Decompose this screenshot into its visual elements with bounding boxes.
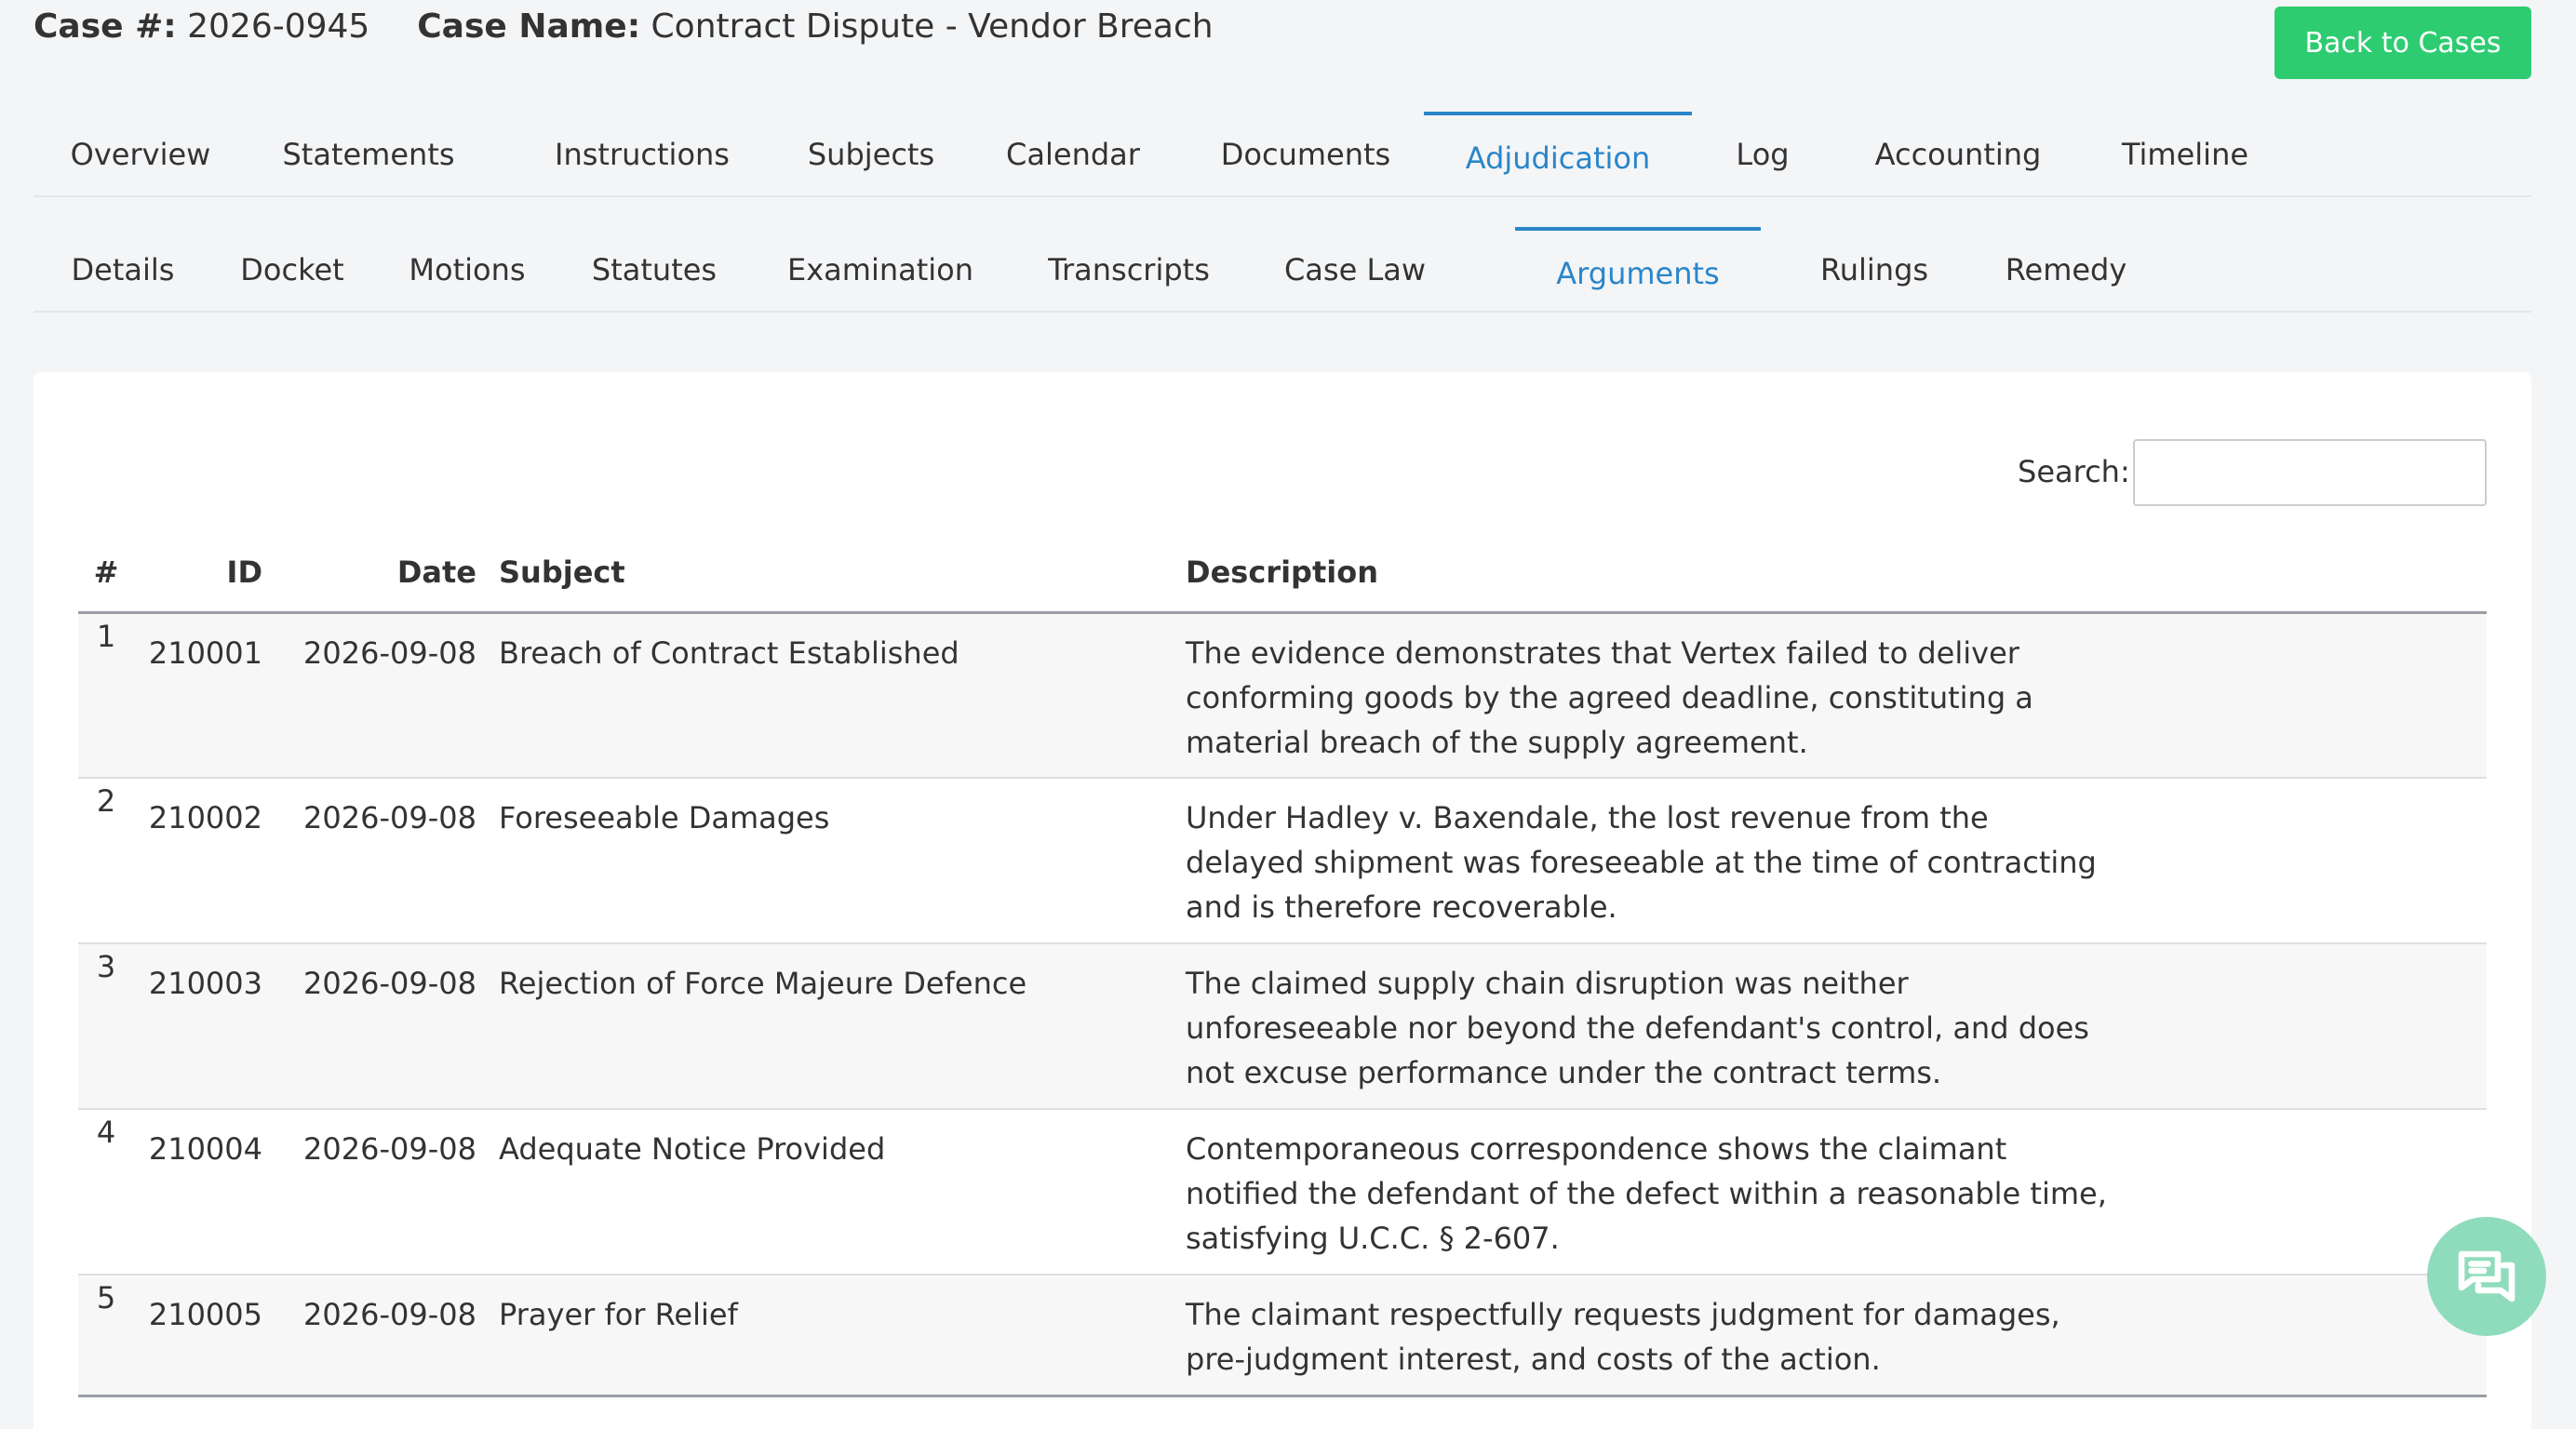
column-header-subject[interactable]: Subject [488,534,1152,612]
subtab-details[interactable]: Details [71,252,175,287]
sub-tabs [34,227,2531,313]
chat-icon [2453,1243,2520,1310]
row-id: 210005 [148,1297,262,1332]
row-number: 5 [96,1280,116,1315]
subtab-transcripts[interactable]: Transcripts [1048,252,1210,287]
tab-documents[interactable]: Documents [1220,137,1391,172]
search-input[interactable] [2133,439,2487,506]
row-subject: Foreseeable Damages [499,800,830,835]
arguments-table [78,534,2487,1397]
column-header-id[interactable]: ID [134,534,274,612]
chat-button[interactable] [2427,1217,2546,1336]
subtab-statutes[interactable]: Statutes [591,252,718,287]
row-description: Under Hadley v. Baxendale, the lost revenue from the delayed shipment was foreseeable at the time of contracting and is therefore recoverable. [1186,800,2097,925]
tab-log[interactable]: Log [1736,137,1790,172]
search-label: Search: [2018,454,2130,489]
row-number: 1 [96,618,116,654]
table-header-row [78,534,2487,612]
row-description: The claimed supply chain disruption was neither unforeseeable nor beyond the defendant's control, and does not excuse performance under the contract terms. [1186,966,2089,1090]
row-number: 2 [96,783,116,819]
subtab-remedy[interactable]: Remedy [2005,252,2127,287]
main-tabs [34,112,2531,197]
case-number: 2026-0945 [187,7,370,46]
row-id: 210003 [148,966,262,1001]
table-row[interactable] [78,612,2487,778]
tab-overview[interactable]: Overview [70,137,211,172]
tab-timeline[interactable]: Timeline [2121,137,2249,172]
subtab-examination[interactable]: Examination [787,252,974,287]
row-description: Contemporaneous correspondence shows the claimant notified the defendant of the defect within a reasonable time, satisfying U.C.C. § 2-607. [1186,1131,2107,1256]
row-date: 2026-09-08 [303,1131,476,1167]
case-number-label: Case #: [34,7,177,46]
column-header-number[interactable]: # [78,534,134,612]
row-date: 2026-09-08 [303,634,476,671]
row-date: 2026-09-08 [303,1297,476,1332]
row-date: 2026-09-08 [303,800,476,835]
row-subject: Rejection of Force Majeure Defence [499,966,1027,1001]
column-header-description[interactable]: Description [1152,534,2487,612]
subtab-case-law[interactable]: Case Law [1283,252,1427,287]
subtab-docket[interactable]: Docket [240,252,344,287]
subtab-rulings[interactable]: Rulings [1819,252,1929,287]
row-description: The evidence demonstrates that Vertex failed to deliver conforming goods by the agreed deadline, constituting a material breach of the supply agreement. [1186,634,2033,760]
case-name-label: Case Name: [417,7,641,46]
tab-adjudication[interactable]: Adjudication [1424,112,1692,197]
row-id: 210002 [148,800,262,835]
row-description: The claimant respectfully requests judgment for damages, pre-judgment interest, and costs of the action. [1186,1297,2060,1377]
row-subject: Breach of Contract Established [499,634,959,671]
row-id: 210001 [148,634,262,671]
row-date: 2026-09-08 [303,966,476,1001]
column-header-date[interactable]: Date [274,534,488,612]
table-row[interactable] [78,1275,2487,1396]
tab-subjects[interactable]: Subjects [807,137,935,172]
row-subject: Prayer for Relief [499,1297,738,1332]
subtab-motions[interactable]: Motions [409,252,526,287]
tab-accounting[interactable]: Accounting [1874,137,2042,172]
row-number: 3 [96,949,116,984]
tab-statements[interactable]: Statements [282,137,455,172]
row-subject: Adequate Notice Provided [499,1131,886,1167]
table-row[interactable] [78,943,2487,1109]
table-row[interactable] [78,778,2487,943]
table-row[interactable] [78,1109,2487,1275]
case-name: Contract Dispute - Vendor Breach [651,7,1214,46]
tab-calendar[interactable]: Calendar [1006,137,1140,172]
tab-instructions[interactable]: Instructions [555,137,730,172]
row-number: 4 [96,1115,116,1150]
subtab-arguments[interactable]: Arguments [1515,227,1761,313]
case-header [34,7,1214,46]
row-id: 210004 [148,1131,262,1167]
back-to-cases-button[interactable]: Back to Cases [2274,7,2531,79]
